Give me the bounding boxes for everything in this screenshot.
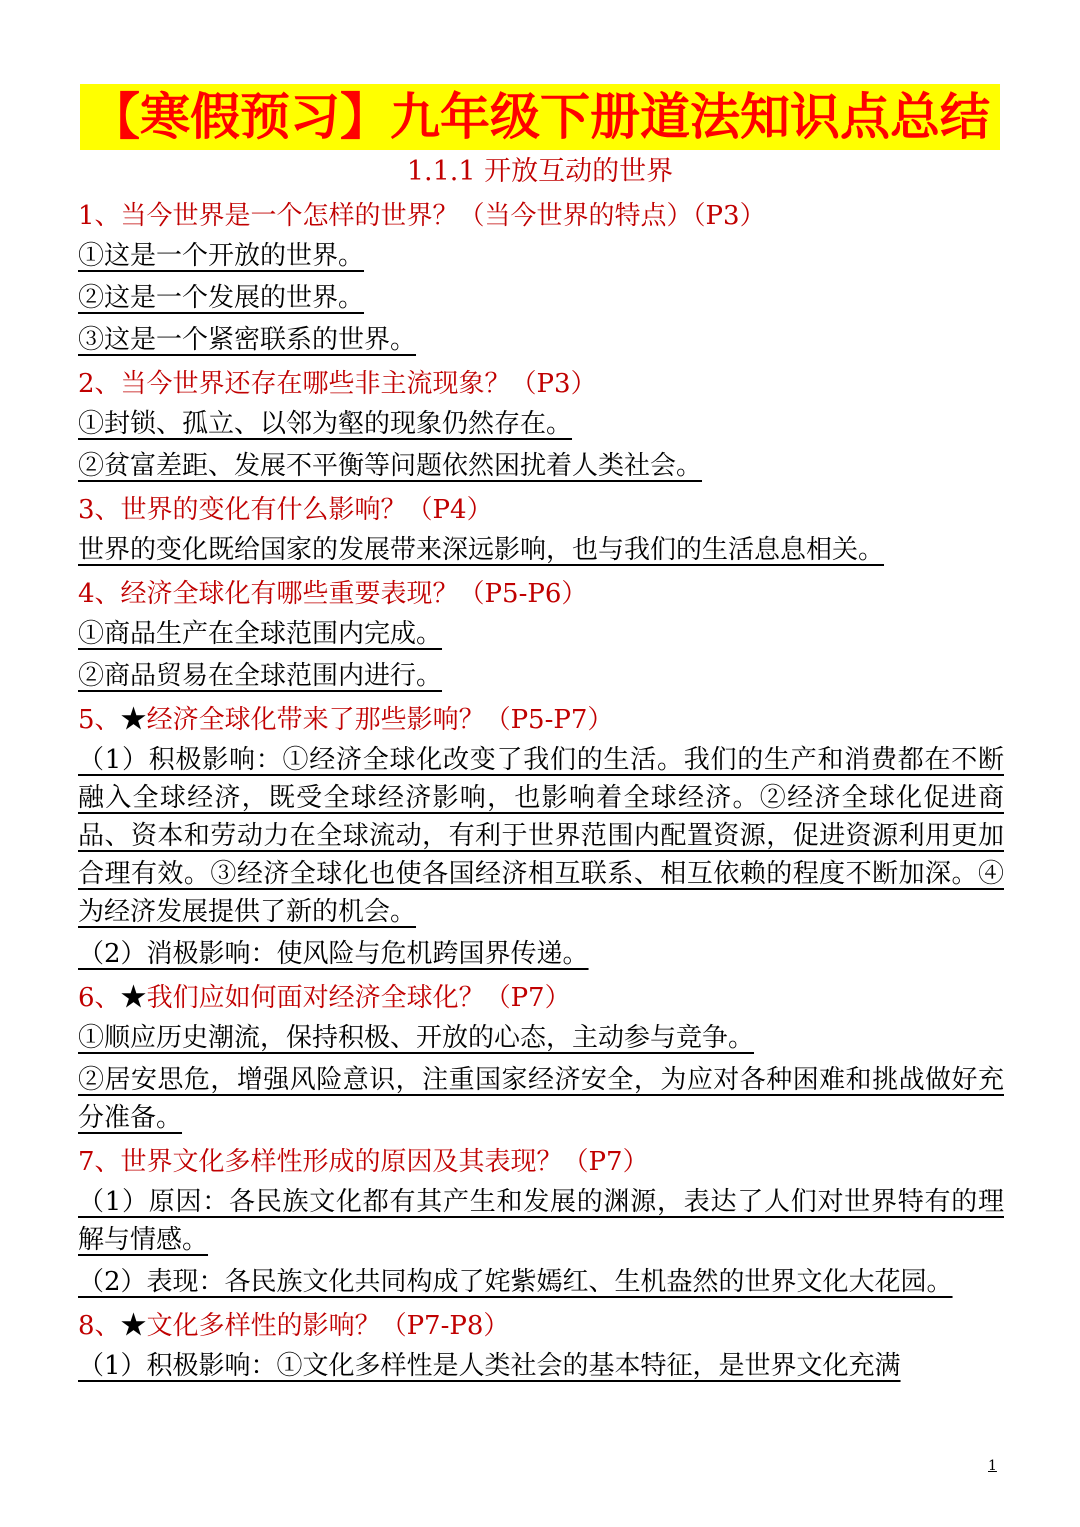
answer-7-1: （1）原因：各民族文化都有其产生和发展的渊源，表达了人们对世界特有的理解与情感。 — [78, 1187, 1004, 1255]
question-7: 7、世界文化多样性形成的原因及其表现？（P7） — [78, 1147, 649, 1177]
answer-3-1: 世界的变化既给国家的发展带来深远影响，也与我们的生活息息相关。 — [78, 535, 885, 565]
content-body — [78, 195, 1004, 1389]
answer-6-1: ①顺应历史潮流，保持积极、开放的心态，主动参与竞争。 — [78, 1023, 755, 1053]
star-icon: ★ — [120, 983, 147, 1013]
answer-4-1: ①商品生产在全球范围内完成。 — [78, 619, 443, 649]
question-8: 8、★文化多样性的影响？（P7-P8） — [78, 1311, 510, 1341]
answer-7-2: （2）表现：各民族文化共同构成了姹紫嫣红、生机盎然的世界文化大花园。 — [78, 1267, 953, 1297]
section-subtitle: 1.1.1 开放互动的世界 — [406, 156, 674, 187]
answer-4-2: ②商品贸易在全球范围内进行。 — [78, 661, 443, 691]
answer-2-1: ①封锁、孤立、以邻为壑的现象仍然存在。 — [78, 409, 573, 439]
question-3: 3、世界的变化有什么影响？（P4） — [78, 495, 493, 525]
question-6: 6、★我们应如何面对经济全球化？（P7） — [78, 983, 571, 1013]
answer-5-2: （2）消极影响：使风险与危机跨国界传递。 — [78, 939, 589, 969]
question-5: 5、★经济全球化带来了那些影响？（P5-P7） — [78, 705, 614, 735]
answer-8-1: （1）积极影响：①文化多样性是人类社会的基本特征，是世界文化充满 — [78, 1351, 901, 1381]
answer-1-3: ③这是一个紧密联系的世界。 — [78, 325, 417, 355]
document-title: 【寒假预习】九年级下册道法知识点总结 — [90, 88, 990, 146]
question-2: 2、当今世界还存在哪些非主流现象？（P3） — [78, 369, 597, 399]
star-icon: ★ — [120, 705, 147, 735]
question-1: 1、当今世界是一个怎样的世界？（当今世界的特点）（P3） — [78, 201, 766, 231]
answer-1-2: ②这是一个发展的世界。 — [78, 283, 365, 313]
answer-6-2: ②居安思危，增强风险意识，注重国家经济安全，为应对各种困难和挑战做好充分准备。 — [78, 1065, 1004, 1133]
answer-1-1: ①这是一个开放的世界。 — [78, 241, 365, 271]
title-banner — [80, 84, 1000, 150]
answer-2-2: ②贫富差距、发展不平衡等问题依然困扰着人类社会。 — [78, 451, 703, 481]
page-number: 1 — [988, 1458, 997, 1474]
answer-5-1: （1）积极影响：①经济全球化改变了我们的生活。我们的生产和消费都在不断融入全球经济，既受全球经济影响，也影响着全球经济。②经济全球化促进商品、资本和劳动力在全球流动，有利于世界范围内配置资源，促进资源利用更加合理有效。③经济全球化也使各国经济相互联系、相互依赖的程度不断加深。④为经济发展提供了新的机会。 — [78, 745, 1004, 927]
question-4: 4、经济全球化有哪些重要表现？（P5-P6） — [78, 579, 588, 609]
star-icon: ★ — [120, 1311, 147, 1341]
